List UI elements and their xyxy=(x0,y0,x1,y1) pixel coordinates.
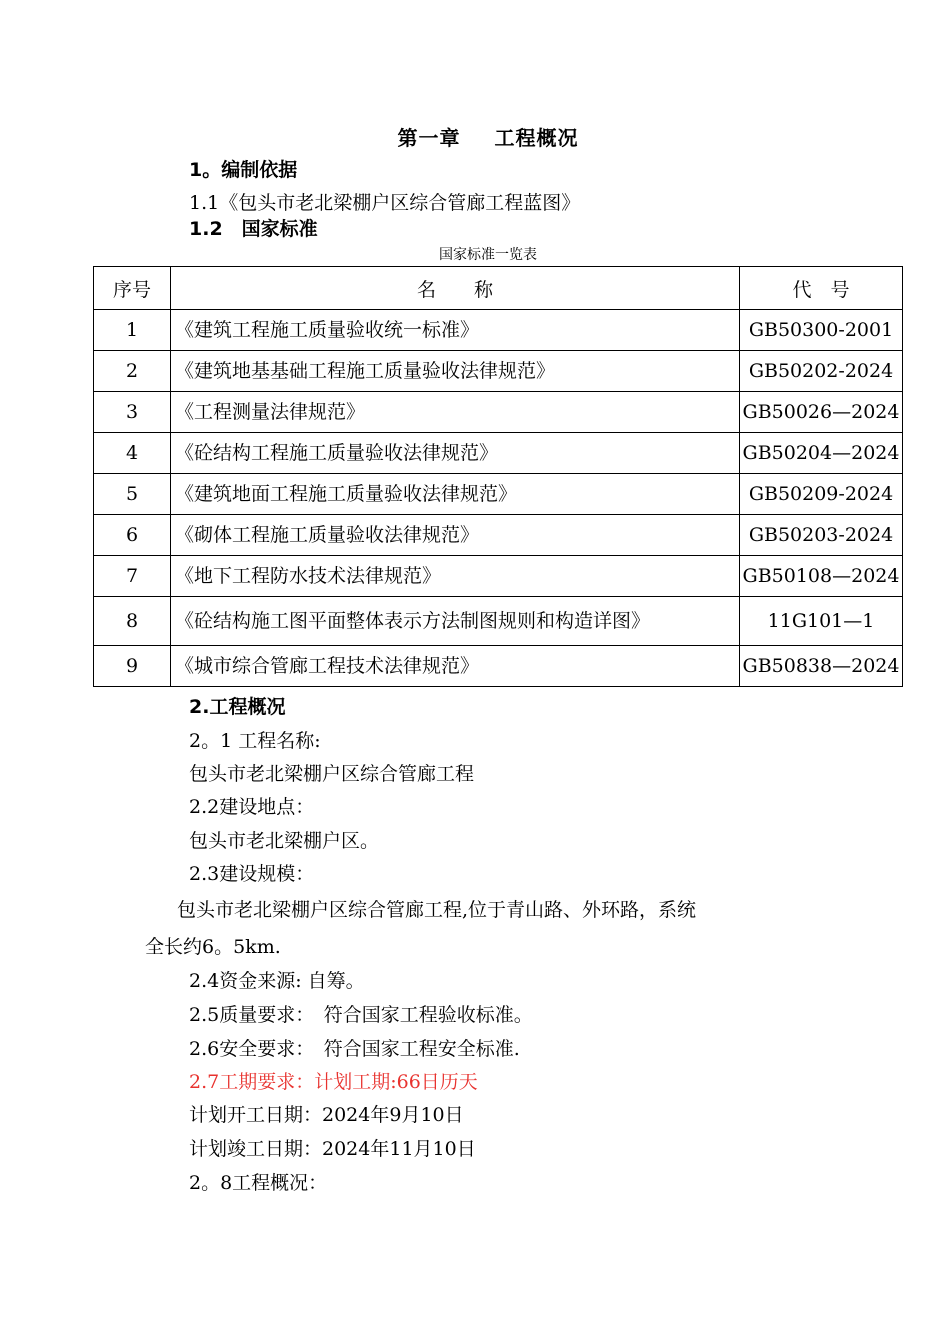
row-index: 6 xyxy=(94,515,171,556)
basis-heading: 1。编制依据 xyxy=(189,159,298,181)
scale-value-line-2: 全长约6。5km. xyxy=(145,936,281,958)
row-code: GB50108—2024 xyxy=(740,556,903,597)
row-index: 8 xyxy=(94,597,171,646)
row-name: 《砌体工程施工质量验收法律规范》 xyxy=(171,515,740,556)
row-index: 4 xyxy=(94,433,171,474)
table-row xyxy=(94,474,903,515)
quality-requirement: 2.5质量要求： 符合国家工程验收标准。 xyxy=(189,1004,533,1026)
row-name: 《建筑工程施工质量验收统一标准》 xyxy=(171,310,740,351)
chapter-number: 第一章 xyxy=(397,126,461,150)
table-row xyxy=(94,351,903,392)
table-row xyxy=(94,433,903,474)
schedule-requirement: 2.7工期要求：计划工期:66日历天 xyxy=(189,1071,478,1093)
planned-start-date: 计划开工日期：2024年9月10日 xyxy=(189,1104,464,1126)
row-index: 7 xyxy=(94,556,171,597)
scale-value-line-1: 包头市老北梁棚户区综合管廊工程,位于青山路、外环路，系统 xyxy=(177,899,697,921)
row-code: GB50026—2024 xyxy=(740,392,903,433)
row-index: 5 xyxy=(94,474,171,515)
table-row xyxy=(94,310,903,351)
row-index: 1 xyxy=(94,310,171,351)
row-name: 《地下工程防水技术法律规范》 xyxy=(171,556,740,597)
row-index: 3 xyxy=(94,392,171,433)
row-name: 《建筑地面工程施工质量验收法律规范》 xyxy=(171,474,740,515)
row-index: 9 xyxy=(94,646,171,687)
safety-requirement: 2.6安全要求： 符合国家工程安全标准. xyxy=(189,1038,520,1060)
project-name-label: 2。1 工程名称: xyxy=(189,730,321,752)
row-code: 11G101—1 xyxy=(740,597,903,646)
table-row xyxy=(94,515,903,556)
header-name: 名 称 xyxy=(171,267,740,310)
project-overview-label: 2。8工程概况： xyxy=(189,1172,328,1194)
standards-table xyxy=(93,266,903,687)
row-code: GB50300-2001 xyxy=(740,310,903,351)
table-row xyxy=(94,646,903,687)
site-label: 2.2建设地点： xyxy=(189,796,315,818)
funding-source: 2.4资金来源: 自筹。 xyxy=(189,970,365,992)
chapter-name: 工程概况 xyxy=(494,126,579,150)
table-row xyxy=(94,392,903,433)
table-row xyxy=(94,556,903,597)
chapter-title xyxy=(0,122,950,151)
row-name: 《城市综合管廊工程技术法律规范》 xyxy=(171,646,740,687)
basis-item-1-2: 1.2 国家标准 xyxy=(189,218,318,240)
table-row xyxy=(94,597,903,646)
row-code: GB50202-2024 xyxy=(740,351,903,392)
row-name: 《工程测量法律规范》 xyxy=(171,392,740,433)
row-code: GB50204—2024 xyxy=(740,433,903,474)
overview-heading: 2.工程概况 xyxy=(189,696,286,718)
project-name-value: 包头市老北梁棚户区综合管廊工程 xyxy=(189,763,475,785)
row-code: GB50838—2024 xyxy=(740,646,903,687)
planned-end-date: 计划竣工日期：2024年11月10日 xyxy=(189,1138,476,1160)
header-index: 序号 xyxy=(94,267,171,310)
row-name: 《建筑地基基础工程施工质量验收法律规范》 xyxy=(171,351,740,392)
scale-label: 2.3建设规模： xyxy=(189,863,315,885)
table-caption: 国家标准一览表 xyxy=(439,247,537,263)
basis-item-1-1: 1.1《包头市老北梁棚户区综合管廊工程蓝图》 xyxy=(189,192,581,214)
table-header-row xyxy=(94,267,903,310)
row-index: 2 xyxy=(94,351,171,392)
site-value: 包头市老北梁棚户区。 xyxy=(189,830,380,852)
row-code: GB50209-2024 xyxy=(740,474,903,515)
row-name: 《砼结构施工图平面整体表示方法制图规则和构造详图》 xyxy=(171,597,740,646)
row-code: GB50203-2024 xyxy=(740,515,903,556)
header-code: 代 号 xyxy=(740,267,903,310)
row-name: 《砼结构工程施工质量验收法律规范》 xyxy=(171,433,740,474)
